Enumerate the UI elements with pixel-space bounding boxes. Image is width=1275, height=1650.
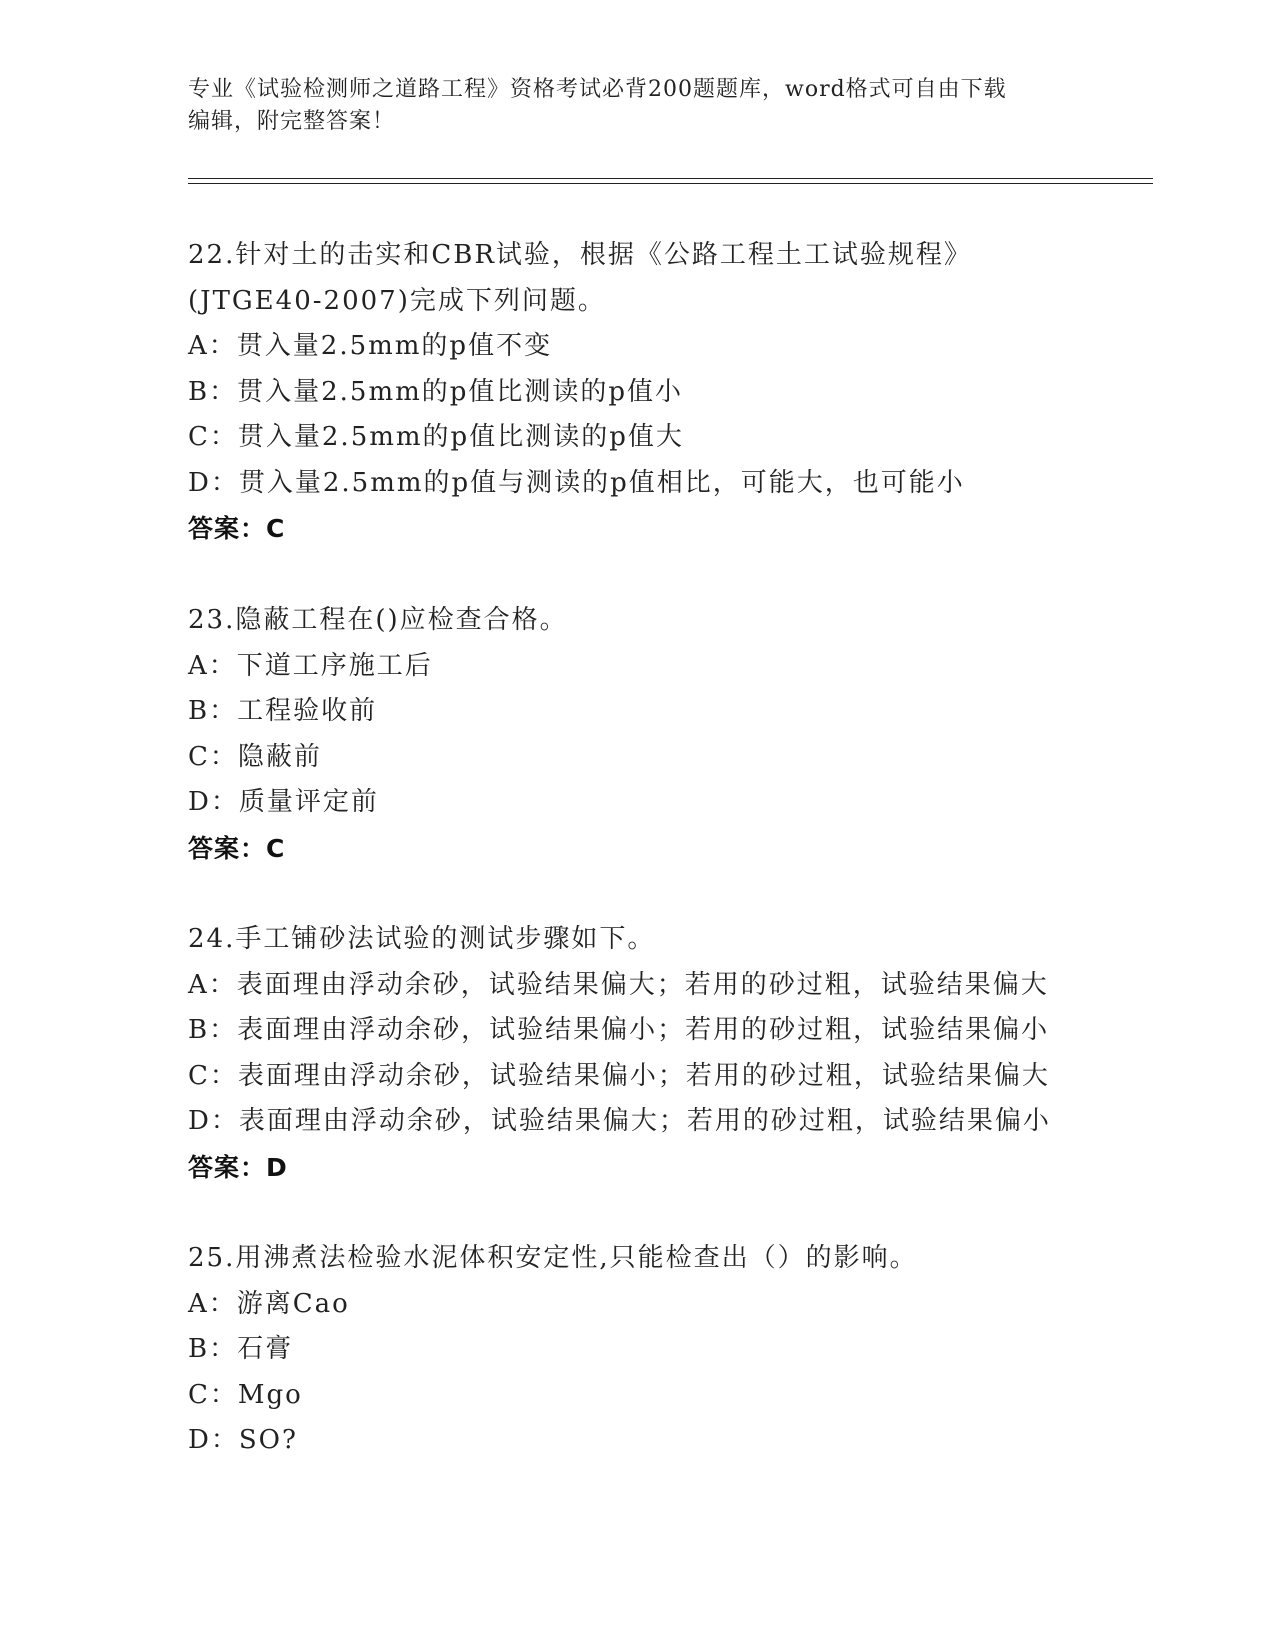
option-b: B：工程验收前 bbox=[188, 696, 378, 726]
header-line-1: 专业《试验检测师之道路工程》资格考试必背200题题库，word格式可自由下载 bbox=[188, 77, 1007, 102]
question-22 bbox=[188, 233, 1108, 552]
option-a: A：游离Cao bbox=[188, 1288, 350, 1319]
header-divider-top bbox=[188, 178, 1153, 179]
option-c: C：表面理由浮动余砂，试验结果偏小；若用的砂过粗，试验结果偏大 bbox=[188, 1060, 1050, 1091]
header-divider-bottom bbox=[188, 183, 1153, 184]
option-d: D：质量评定前 bbox=[188, 787, 379, 817]
option-c: C：贯入量2.5mm的p值比测读的p值大 bbox=[188, 422, 684, 452]
option-a: A：下道工序施工后 bbox=[188, 650, 433, 681]
option-d: D：表面理由浮动余砂，试验结果偏大；若用的砂过粗，试验结果偏小 bbox=[188, 1106, 1051, 1136]
option-c: C：隐蔽前 bbox=[188, 741, 322, 772]
question-25 bbox=[188, 1236, 1108, 1464]
answer-label: 答案：C bbox=[188, 514, 286, 543]
option-c: C：Mgo bbox=[188, 1379, 303, 1410]
option-b: B：石膏 bbox=[188, 1334, 294, 1364]
question-stem: 22.针对土的击实和CBR试验，根据《公路工程土工试验规程》 bbox=[188, 240, 972, 270]
document-header bbox=[188, 74, 1088, 138]
option-b: B：表面理由浮动余砂，试验结果偏小；若用的砂过粗，试验结果偏小 bbox=[188, 1015, 1050, 1045]
question-stem: 24.手工铺砂法试验的测试步骤如下。 bbox=[188, 924, 656, 954]
option-b: B：贯入量2.5mm的p值比测读的p值小 bbox=[188, 376, 684, 407]
header-line-2: 编辑，附完整答案！ bbox=[188, 109, 396, 134]
option-a: A：贯入量2.5mm的p值不变 bbox=[188, 331, 553, 361]
question-24 bbox=[188, 917, 1108, 1190]
answer-label: 答案：D bbox=[188, 1152, 288, 1182]
option-a: A：表面理由浮动余砂，试验结果偏大；若用的砂过粗，试验结果偏大 bbox=[188, 969, 1049, 1000]
question-stem: 23.隐蔽工程在()应检查合格。 bbox=[188, 605, 568, 635]
question-23 bbox=[188, 598, 1108, 871]
option-d: D：贯入量2.5mm的p值与测读的p值相比，可能大，也可能小 bbox=[188, 467, 965, 498]
question-stem-continued: (JTGE40-2007)完成下列问题。 bbox=[188, 285, 606, 316]
answer-label: 答案：C bbox=[188, 833, 286, 863]
question-stem: 25.用沸煮法检验水泥体积安定性,只能检查出（）的影响。 bbox=[188, 1243, 918, 1273]
option-d: D：SO? bbox=[188, 1425, 298, 1455]
